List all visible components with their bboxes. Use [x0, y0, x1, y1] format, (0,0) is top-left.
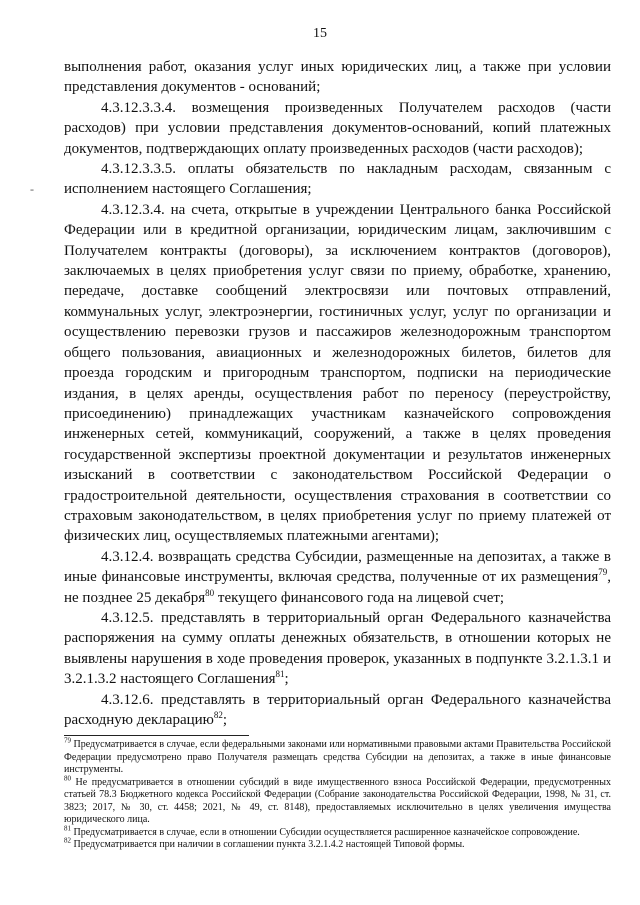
footnote-number: 79	[64, 736, 71, 745]
paragraph-text: текущего финансового года на лицевой счет;	[214, 589, 505, 606]
paragraph-4-3-12-3-3-5: 4.3.12.3.3.5. оплаты обязательств по накладным расходам, связанным с исполнением настоящего Соглашения;	[64, 161, 611, 198]
footnote-ref[interactable]: 80	[205, 587, 215, 598]
footnote-ref[interactable]: 82	[213, 710, 223, 720]
paragraph-text: 4.3.12.6. представлять в территориальный орган Федерального казначейства расходную декларацию	[64, 691, 611, 728]
footnote-text: Не предусматривается в отношении субсидий в виде имущественного взноса Российской Федерации, предусмотренных статьей 78.3 Бюджетного кодекса Российской Федерации (Собрание законодательства Российской Федерации, 1998, № 31, ст. 3823; 2017, № 30, ст. 4458; 2021, № 49, ст. 8148), предоставляемых исключительно в целях увеличения имущества юридического лица.	[64, 776, 611, 825]
paragraph-4-3-12-3-4: 4.3.12.3.4. на счета, открытые в учреждении Центрального банка Российской Федерации или в кредитной организации, юридическим лицам, заключившим с Получателем контракты (договоры), за исключением контрактов (договоров), заключаемых в целях приобретения услуг связи по приему, обработке, хранению, передаче, доставке сообщений электросвязи или почтовых отправлений, коммунальных услуг, электроэнергии, гостиничных услуг, услуг по организации и осуществлению перевозки грузов и пассажиров железнодорожным транспортом общего пользования, авиационных и железнодорожных билетов, билетов для проезда городским и пригородным транспортом, подписки на периодические издания, в целях аренды, осуществления работ по переносу (переустройству, присоединению) принадлежащих участникам казначейского сопровождения инженерных сетей, коммуникаций, сооружений, а также в целях проведения государственной экспертизы проектной документации и результатов инженерных изысканий в соответствии с законодательством Российской Федерации о градостроительной деятельности, осуществления страхования в соответствии со страховым законодательством, в целях приобретения услуг по приему платежей от физических лиц, осуществляемых платежными агентами);	[64, 201, 611, 545]
paragraph-text: , не позднее 25 декабря	[64, 569, 611, 606]
paragraph-text: 4.3.12.4. возвращать средства Субсидии, размещенные на депозитах, а также в иные финансовые инструменты, включая средства, полученные от их размещения	[64, 548, 611, 586]
footnote-number: 81	[64, 824, 71, 833]
footnote-text: Предусматривается при наличии в соглашении пункта 3.2.1.4.2 настоящей Типовой формы.	[71, 839, 465, 850]
paragraph-text: 4.3.12.5. представлять в территориальный орган Федерального казначейства распоряжения на сумму оплаты денежных обязательств, в отношении которых не выявлены нарушения в ходе проведения проверок, указанных в подпункте 3.2.1.3.1 и 3.2.1.3.2 настоящего Соглашения	[64, 609, 611, 688]
paragraph-continuation: выполнения работ, оказания услуг иных юридических лиц, а также при условии представления документов - оснований;	[64, 59, 611, 96]
margin-mark: -	[30, 182, 34, 196]
footnote-number: 82	[64, 836, 71, 845]
paragraph-4-3-12-3-3-4: 4.3.12.3.3.4. возмещения произведенных Получателем расходов (части расходов) при условии представления документов-оснований, копий платежных документов, подтверждающих оплату произведенных расходов (части расходов);	[64, 99, 611, 157]
footnote-81	[64, 824, 611, 840]
footnote-80	[64, 774, 611, 827]
footnote-text: Предусматривается в случае, если федеральными законами или нормативными правовыми актами Правительства Российской Федерации предусмотрено право Получателя размещать средства Субсидии на депозитах, а также в иные финансовые инструменты.	[64, 739, 611, 775]
paragraph-text: ;	[284, 671, 289, 688]
footnote-number: 80	[64, 774, 71, 783]
footnote-ref[interactable]: 81	[275, 669, 285, 680]
paragraph-4-3-12-4	[64, 547, 611, 608]
page-number: 15	[313, 26, 327, 41]
footnote-text: Предусматривается в случае, если в отношении Субсидии осуществляется расширенное казначейское сопровождение.	[71, 826, 580, 838]
footnote-ref[interactable]: 79	[598, 567, 608, 578]
paragraph-4-3-12-6	[64, 690, 611, 731]
paragraph-text: ;	[222, 712, 228, 728]
footnotes	[64, 736, 611, 852]
footnote-79	[64, 736, 611, 777]
footnote-separator	[64, 735, 249, 736]
footnote-82	[64, 836, 611, 852]
document-body	[64, 57, 611, 730]
paragraph-4-3-12-5	[64, 608, 611, 690]
